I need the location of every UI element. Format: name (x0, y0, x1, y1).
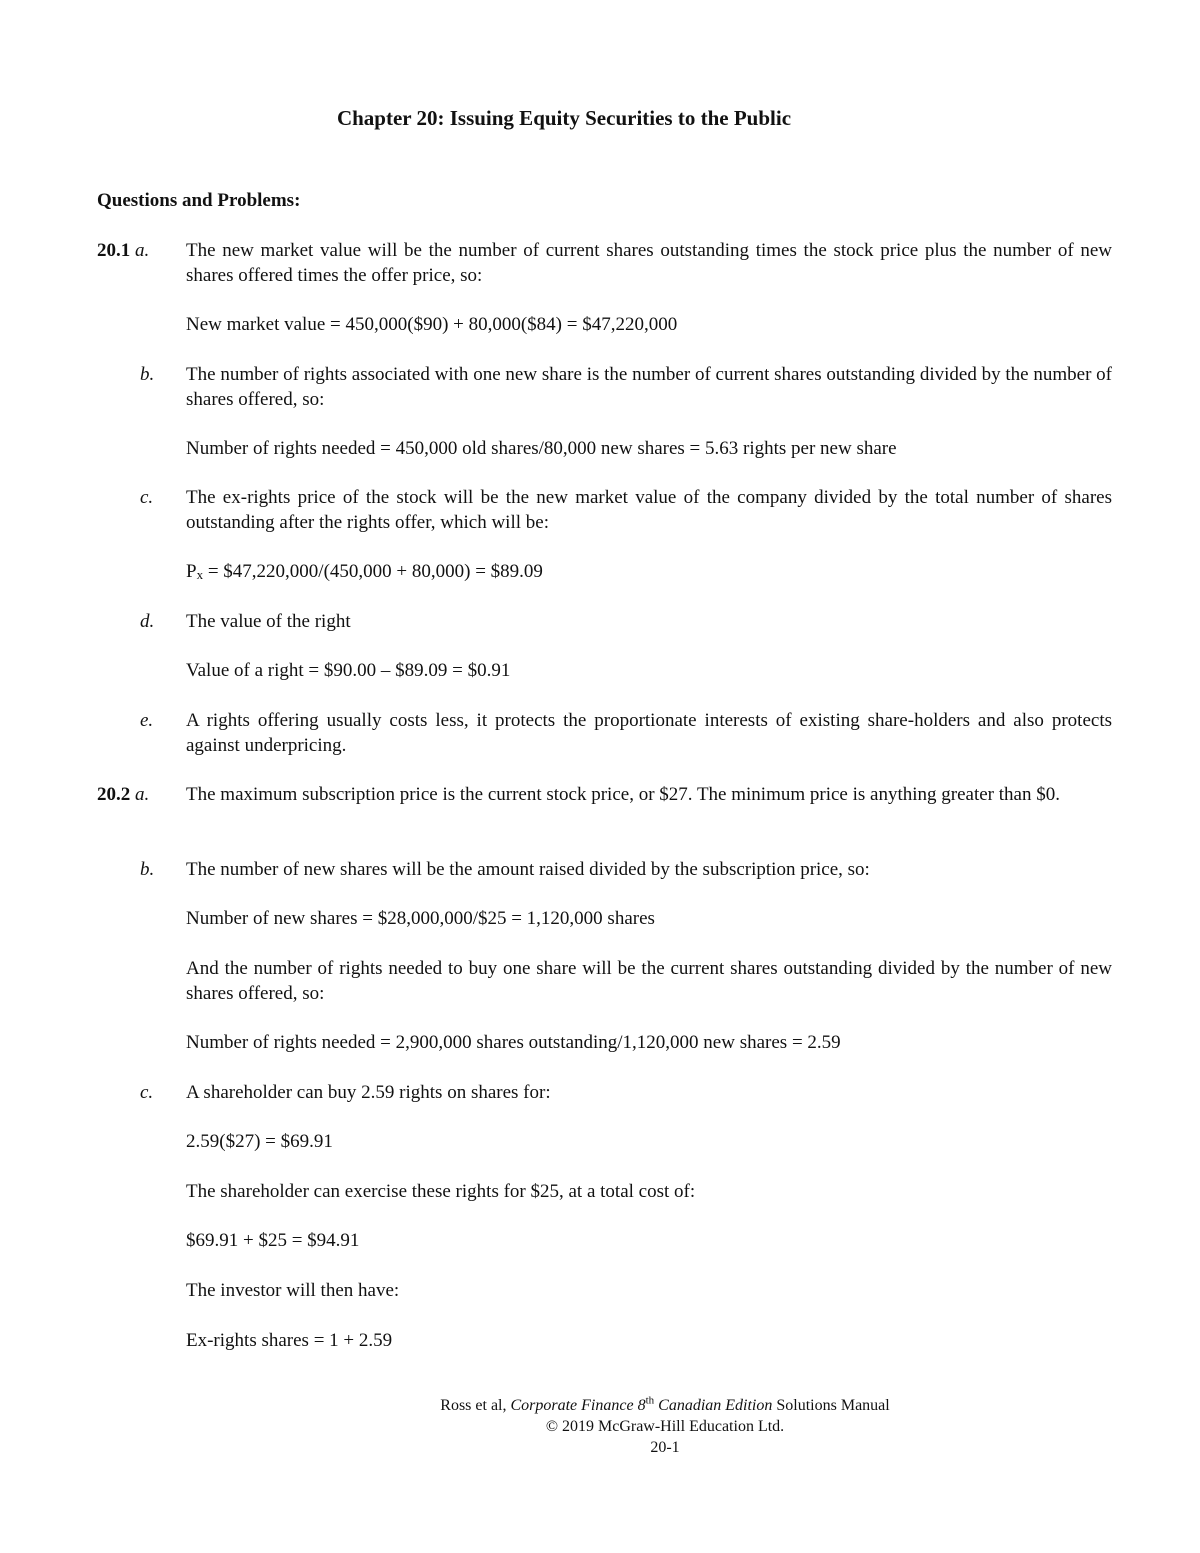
question-number-text: 20.2 (97, 784, 131, 805)
q20-1-a-text: The new market value will be the number of current shares outstanding times the stock price plus the number of new shares offered times the offer price, so: (186, 240, 1112, 286)
question-number-text: 20.1 (97, 240, 131, 261)
question-number-20-1 (97, 238, 149, 263)
q20-2-c-equation-1: 2.59($27) = $69.91 (186, 1131, 333, 1152)
q20-1-c-equation (186, 559, 543, 585)
q20-2-c-text-3: The investor will then have: (186, 1280, 400, 1301)
q20-2-a-text: The maximum subscription price is the current stock price, or $27. The minimum price is anything greater than $0. (186, 784, 1060, 805)
footer-edition-superscript: th (645, 1394, 655, 1407)
footer-manual: Solutions Manual (772, 1397, 890, 1414)
q20-1-b-equation: Number of rights needed = 450,000 old shares/80,000 new shares = 5.63 rights per new share (186, 438, 897, 459)
q20-2-c-text: A shareholder can buy 2.59 rights on shares for: (186, 1082, 551, 1103)
footer-citation (0, 1395, 1200, 1416)
question-number-20-2 (97, 782, 149, 807)
q20-1-e-text: A rights offering usually costs less, it protects the proportionate interests of existing share-holders and also protects against underpricing. (186, 710, 1112, 756)
q20-1-a-equation: New market value = 450,000($90) + 80,000($84) = $47,220,000 (186, 314, 678, 335)
item-label-b: b. (140, 364, 155, 385)
section-heading: Questions and Problems: (97, 190, 301, 211)
q20-2-c-equation-3: Ex-rights shares = 1 + 2.59 (186, 1330, 393, 1351)
item-label-a: a. (135, 240, 150, 261)
q20-2-b-equation-2: Number of rights needed = 2,900,000 shares outstanding/1,120,000 new shares = 2.59 (186, 1032, 841, 1053)
price-subscript: x (196, 567, 204, 582)
q20-1-b-text: The number of rights associated with one new share is the number of current shares outstanding divided by the number of shares offered, so: (186, 364, 1112, 410)
chapter-title: Chapter 20: Issuing Equity Securities to the Public (336, 106, 792, 130)
q20-1-d-text: The value of the right (186, 611, 351, 632)
footer-author: Ross et al, (440, 1397, 511, 1414)
q20-2-c-equation-2: $69.91 + $25 = $94.91 (186, 1230, 360, 1251)
q20-1-c-equation-rest: = $47,220,000/(450,000 + 80,000) = $89.09 (203, 561, 543, 582)
footer-book-title: Corporate Finance 8 (510, 1397, 646, 1414)
q20-1-c-text: The ex-rights price of the stock will be the new market value of the company divided by the total number of shares outstanding after the rights offer, which will be: (186, 487, 1112, 533)
price-variable: P (186, 561, 197, 582)
q20-2-b-equation-1: Number of new shares = $28,000,000/$25 = 1,120,000 shares (186, 908, 655, 929)
q20-2-b-text-2: And the number of rights needed to buy one share will be the current shares outstanding divided by the number of new shares offered, so: (186, 958, 1112, 1004)
page-number: 20-1 (650, 1439, 680, 1456)
item-label-a: a. (135, 784, 150, 805)
q20-2-c-text-2: The shareholder can exercise these rights for $25, at a total cost of: (186, 1181, 696, 1202)
item-label-c: c. (140, 487, 154, 508)
item-label-e: e. (140, 710, 154, 731)
item-label-c: c. (140, 1082, 154, 1103)
item-label-d: d. (140, 611, 155, 632)
item-label-b: b. (140, 859, 155, 880)
q20-1-d-equation: Value of a right = $90.00 – $89.09 = $0.91 (186, 660, 511, 681)
footer-copyright: © 2019 McGraw-Hill Education Ltd. (545, 1418, 785, 1435)
footer-edition: Canadian Edition (654, 1397, 773, 1414)
q20-2-b-text: The number of new shares will be the amount raised divided by the subscription price, so: (186, 859, 870, 880)
